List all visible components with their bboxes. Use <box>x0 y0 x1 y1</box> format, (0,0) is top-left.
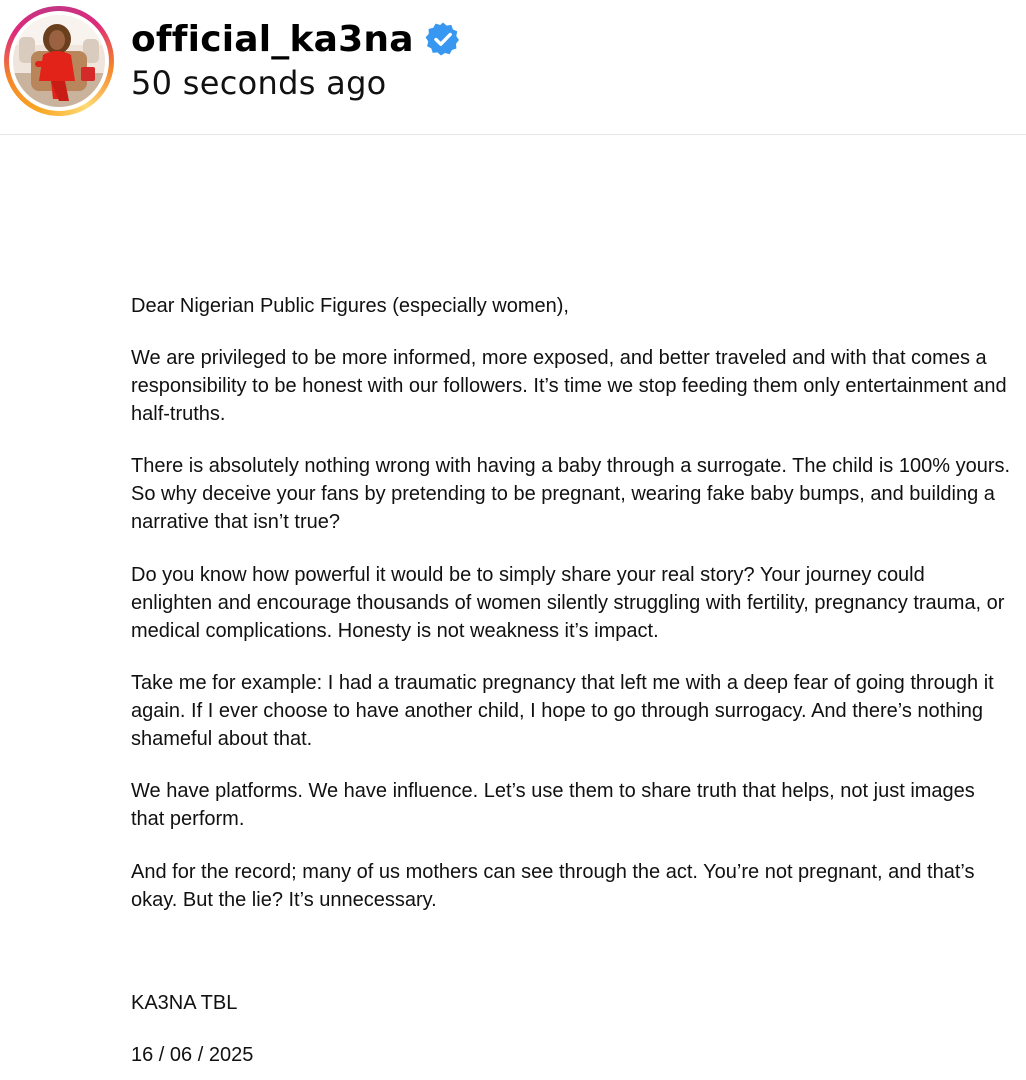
letter-paragraph: We are privileged to be more informed, more exposed, and better traveled and with that comes a responsibility to be honest with our followers. It’s time we stop feeding them only entertainment and half-truths. <box>131 347 1007 425</box>
post-header <box>0 0 1026 135</box>
letter-paragraph: We have platforms. We have influence. Let’s use them to share truth that helps, not just images that perform. <box>131 780 975 830</box>
avatar[interactable] <box>13 15 105 107</box>
username-row <box>131 14 461 64</box>
letter-paragraph: There is absolutely nothing wrong with having a baby through a surrogate. The child is 100% yours. So why deceive your fans by pretending to be pregnant, wearing fake baby bumps, and building a narrative that isn’t true? <box>131 455 1011 533</box>
letter-paragraph: And for the record; many of us mothers can see through the act. You’re not pregnant, and that’s okay. But the lie? It’s unnecessary. <box>131 861 975 911</box>
profile-photo-icon <box>13 15 105 107</box>
letter-salutation: Dear Nigerian Public Figures (especially women), <box>131 295 569 317</box>
letter-date: 16 / 06 / 2025 <box>131 1044 254 1066</box>
post-timestamp: 50 seconds ago <box>131 64 387 102</box>
letter-paragraph: Do you know how powerful it would be to simply share your real story? Your journey could enlighten and encourage thousands of women silently struggling with fertility, pregnancy trauma, or medical complications. Honesty is not weakness it’s impact. <box>131 564 1005 642</box>
letter-paragraph: Take me for example: I had a traumatic pregnancy that left me with a deep fear of going through it again. If I ever choose to have another child, I hope to go through surrogacy. And there’s nothing shameful about that. <box>131 672 994 750</box>
avatar-story-ring[interactable] <box>4 6 114 116</box>
verified-badge-icon <box>425 21 461 57</box>
letter-signature: KA3NA TBL <box>131 992 238 1014</box>
username-link[interactable]: official_ka3na <box>131 18 414 60</box>
